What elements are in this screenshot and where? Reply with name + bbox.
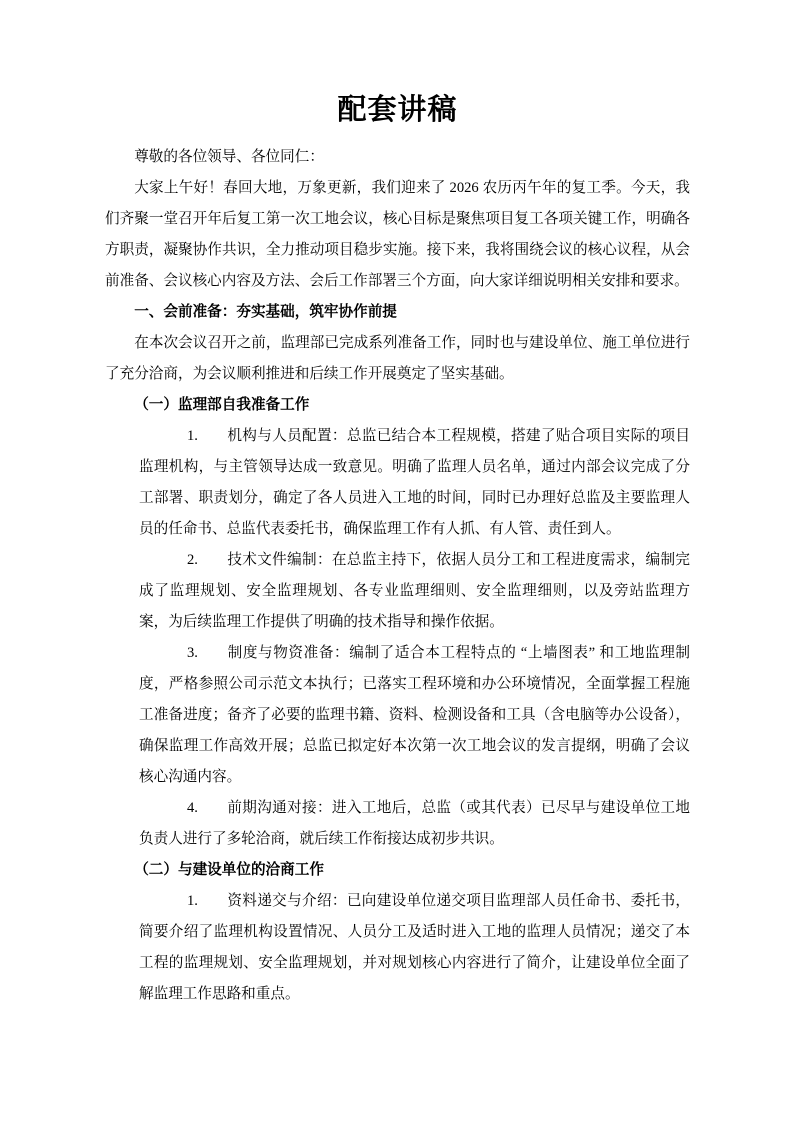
list-item-text: 前期沟通对接：进入工地后，总监（或其代表）已尽早与建设单位工地负责人进行了多轮洽商，就后续工作衔接达成初步共识。 [139, 800, 690, 847]
subsection-2-heading: （二）与建设单位的洽商工作 [134, 862, 324, 878]
list-item-number: 2. [187, 552, 198, 568]
document-title: 配套讲稿 [337, 94, 458, 126]
list-item-number: 1. [187, 428, 198, 444]
list-item [105, 793, 690, 855]
subsection-1-heading: （一）监理部自我准备工作 [134, 397, 310, 413]
list-item [105, 545, 690, 638]
list-item-number: 4. [187, 800, 198, 816]
list-item-text: 机构与人员配置：总监已结合本工程规模，搭建了贴合项目实际的项目监理机构，与主管领导达成一致意见。明确了监理人员名单，通过内部会议完成了分工部署、职责划分，确定了各人员进入工地的时间，同时已办理好总监及主要监理人员的任命书、总监代表委托书，确保监理工作有人抓、有人管、责任到人。 [139, 428, 690, 537]
list-item-text: 技术文件编制：在总监主持下，依据人员分工和工程进度需求，编制完成了监理规划、安全监理规划、各专业监理细则、安全监理细则，以及旁站监理方案，为后续监理工作提供了明确的技术指导和操作依据。 [139, 552, 690, 630]
list-item [105, 886, 690, 1010]
intro-paragraph: 大家上午好！春回大地，万象更新，我们迎来了 2026 农历丙午年的复工季。今天，我们齐聚一堂召开年后复工第一次工地会议，核心目标是聚焦项目复工各项关键工作，明确各方职责，凝聚协作共识，全力推动项目稳步实施。接下来，我将围绕会议的核心议程，从会前准备、会议核心内容及方法、会后工作部署三个方面，向大家详细说明相关安排和要求。 [105, 180, 690, 289]
list-item-number: 1. [187, 893, 198, 909]
list-item-text: 制度与物资准备：编制了适合本工程特点的 “上墙图表” 和工地监理制度，严格参照公司示范文本执行；已落实工程环境和办公环境情况，全面掌握工程施工准备进度；备齐了必要的监理书籍、资料、检测设备和工具（含电脑等办公设备），确保监理工作高效开展；总监已拟定好本次第一次工地会议的发言提纲，明确了会议核心沟通内容。 [139, 645, 690, 785]
list-item-text: 资料递交与介绍：已向建设单位递交项目监理部人员任命书、委托书，简要介绍了监理机构设置情况、人员分工及适时进入工地的监理人员情况；递交了本工程的监理规划、安全监理规划，并对规划核心内容进行了简介，让建设单位全面了解监理工作思路和重点。 [139, 893, 690, 1002]
section-1-lead-paragraph: 在本次会议召开之前，监理部已完成系列准备工作，同时也与建设单位、施工单位进行了充分洽商，为会议顺利推进和后续工作开展奠定了坚实基础。 [105, 335, 690, 382]
list-item [105, 421, 690, 545]
list-item-number: 3. [187, 645, 198, 661]
list-item [105, 638, 690, 793]
salutation-line: 尊敬的各位领导、各位同仁： [134, 149, 324, 165]
section-1-heading: 一、会前准备：夯实基础，筑牢协作前提 [134, 304, 397, 320]
